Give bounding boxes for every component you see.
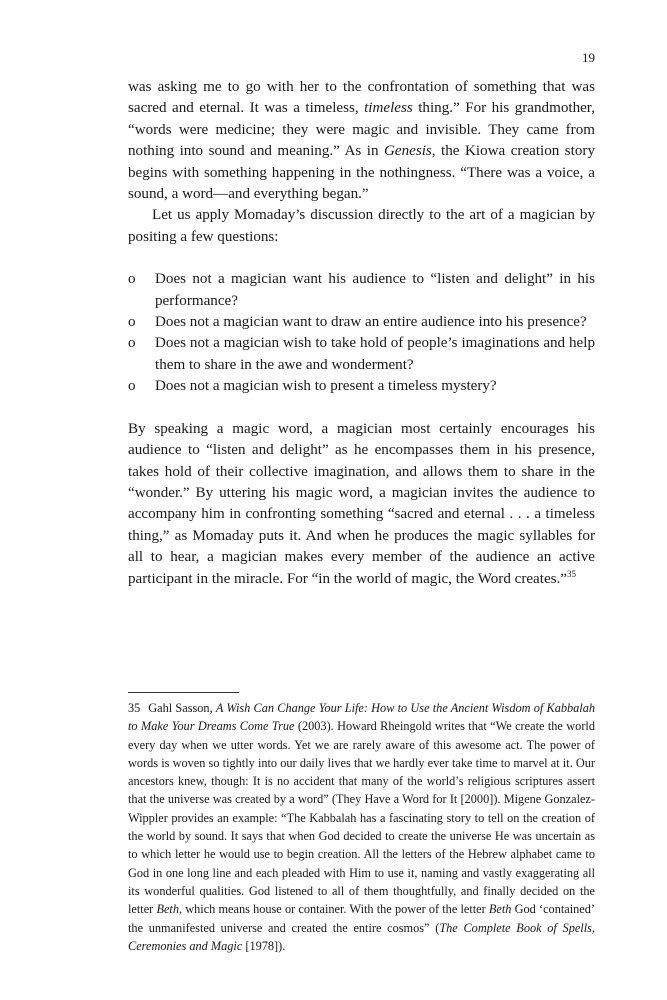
book-title: A Wish Can Change Your Life: How to Use the Ancient Wisdom of Kabbalah to Make Your Dreams Come True (128, 701, 596, 734)
text-run: thing.” For his grandmother, “words were medicine; they were magic and invisible. They came from nothing into sound and meaning.” As in (128, 100, 596, 160)
footnote-reference: 35 (567, 568, 577, 579)
bullet-icon: o (128, 271, 136, 288)
footnote-35 (128, 699, 595, 955)
question-item (128, 376, 595, 397)
question-text: Does not a magician wish to take hold of people’s imaginations and help them to share in the awe and wonderment? (155, 335, 595, 373)
bullet-icon: o (128, 378, 136, 395)
paragraph-2: Let us apply Momaday’s discussion directly to the art of a magician by positing a few questions: (128, 207, 595, 245)
italic-run: timeless (364, 100, 413, 117)
text-run: , the Kiowa creation story begins with something happening in the nothingness. “There was a voice, a sound, a word—and everything began.” (128, 143, 595, 203)
page-number: 19 (582, 50, 595, 65)
question-text: Does not a magician wish to present a timeless mystery? (155, 378, 497, 395)
paragraph-1 (128, 77, 595, 205)
text-run: Gahl Sasson, (148, 701, 216, 715)
text-run: was asking me to go with her to the confrontation of something that was sacred and eternal. It was a timeless, (128, 79, 595, 117)
italic-run: Beth (156, 902, 179, 917)
footnote-separator (128, 692, 239, 693)
footnote-number: 35 (128, 701, 141, 715)
text-run: God ‘contained’ the unmanifested universe and created the entire cosmos” ( (128, 902, 595, 935)
body-text (128, 77, 595, 590)
question-item (128, 312, 595, 333)
paragraph-3 (128, 419, 595, 590)
question-list (128, 269, 595, 397)
question-text: Does not a magician want his audience to “listen and delight” in his performance? (155, 271, 595, 309)
question-item (128, 333, 595, 376)
text-run: [1978]). (242, 938, 286, 953)
question-text: Does not a magician want to draw an entire audience into his presence? (155, 314, 587, 331)
text-run: By speaking a magic word, a magician most certainly encourages his audience to “listen and delight” as he encompasses them in his presence, takes hold of their collective imagination, and allows them to share in the “wonder.” By uttering his magic word, a magician invites the audience to accompany him in confronting something “sacred and eternal . . . a timeless thing,” as Momaday puts it. And when he produces the magic syllables for all to hear, a magician makes every member of the audience an active participant in the miracle. For “in the world of magic, the Word creates.” (128, 420, 595, 587)
italic-run: Beth (488, 902, 512, 917)
footnote (128, 699, 595, 955)
book-title: The Complete Book of Spells, Ceremonies and Magic (128, 920, 595, 953)
question-item (128, 269, 595, 312)
text-run: , which means house or container. With the power of the letter (179, 902, 489, 917)
text-run: (2003). Howard Rheingold writes that “We create the world every day when we utter words. Yet we are rarely aware of this awesome act. The power of words is woven so tightly into our daily lives that we hardly ever take time to marvel at it. Our ancestors knew, though: It is no accident that many of the world’s religious scriptures assert that the universe was created by a word” (They Have a Word for It [2000]). Migene Gonzalez-Wippler provides an example: “The Kabbalah has a fascinating story to tell on the creation of the world by sound. It says that when God decided to create the universe He was uncertain as to which letter he would use to begin creation. All the letters of the Hebrew alphabet came to God in one long line and each pleaded with Him to use it, naming and vastly exaggerating all its wonderful qualities. God listened to all of them thoughtfully, and finally decided on the letter (128, 719, 595, 917)
italic-run: Genesis (384, 143, 432, 160)
bullet-icon: o (128, 314, 136, 331)
bullet-icon: o (128, 335, 136, 352)
